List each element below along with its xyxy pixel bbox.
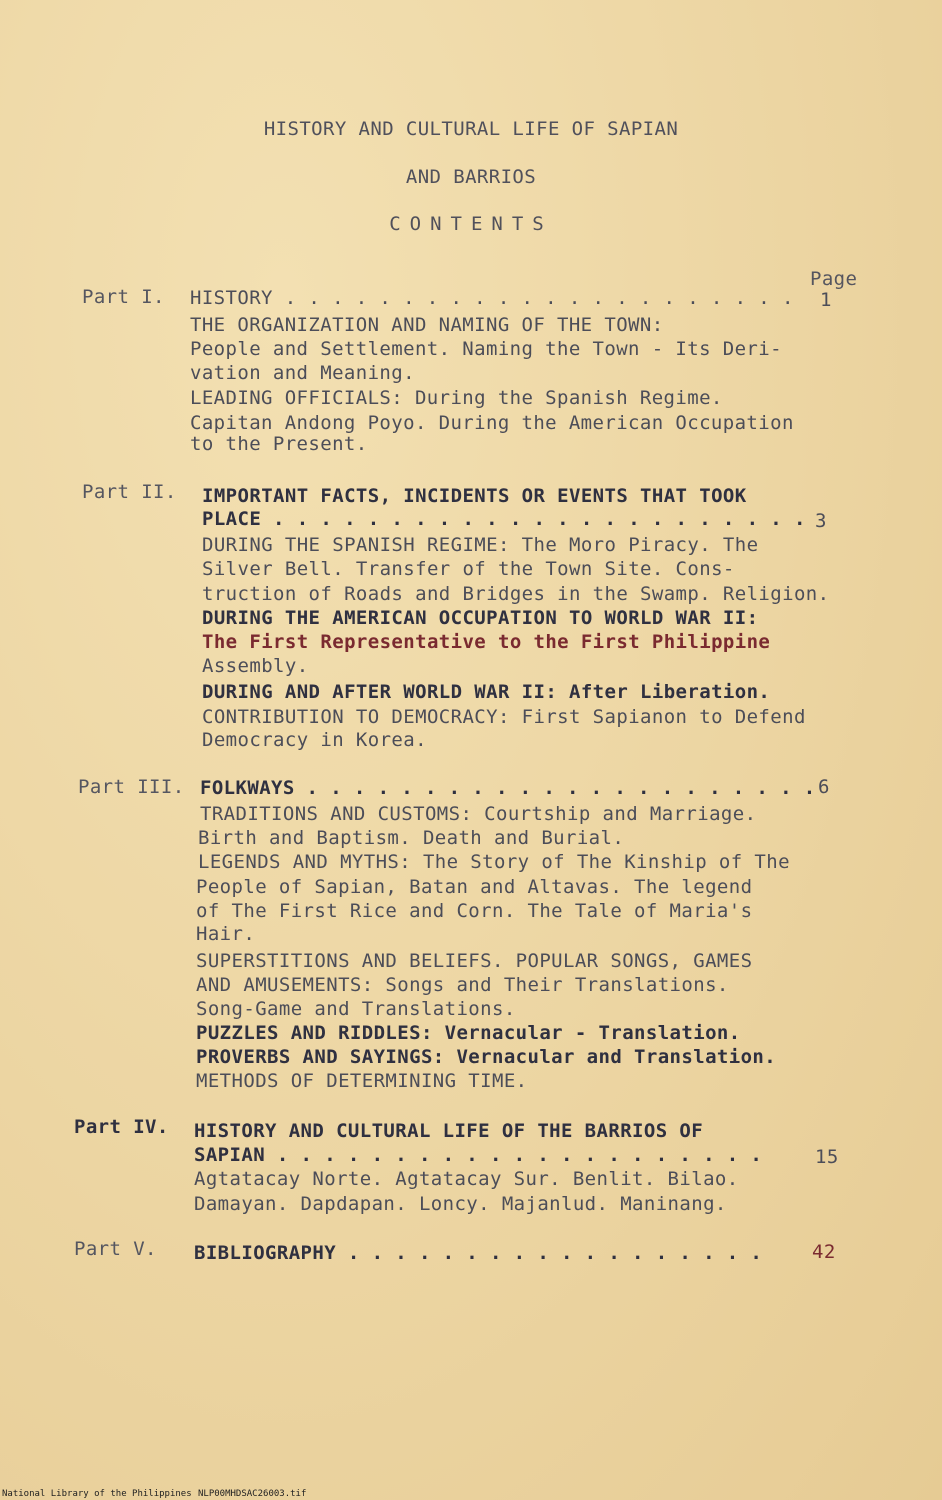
toc-line: SUPERSTITIONS AND BELIEFS. POPULAR SONGS, GAMES	[196, 950, 753, 972]
toc-line: The First Representative to the First Philippine	[202, 631, 771, 653]
toc-line: Birth and Baptism. Death and Burial.	[198, 827, 625, 849]
part-label: Part III.	[78, 776, 185, 798]
part-title-continued: SAPIAN . . . . . . . . . . . . . . . . . . . . .	[194, 1144, 763, 1166]
part-title: HISTORY . . . . . . . . . . . . . . . . . . . . . .	[190, 287, 794, 309]
toc-line: Assembly.	[202, 655, 309, 677]
toc-line: PROVERBS AND SAYINGS: Vernacular and Translation.	[196, 1046, 777, 1068]
part-label: Part I.	[82, 286, 165, 308]
page-number: 6	[818, 776, 830, 798]
toc-line: to the Present.	[190, 433, 368, 455]
part-title: IMPORTANT FACTS, INCIDENTS OR EVENTS THAT TOOK	[202, 485, 747, 507]
toc-line: DURING AND AFTER WORLD WAR II: After Liberation.	[202, 681, 771, 703]
part-title: BIBLIOGRAPHY . . . . . . . . . . . . . . . . . .	[194, 1242, 763, 1264]
toc-line: Hair.	[196, 923, 256, 945]
contents-heading: CONTENTS	[389, 213, 553, 235]
toc-line: People and Settlement. Naming the Town - Its Deri-	[190, 338, 782, 360]
toc-line: vation and Meaning.	[190, 362, 415, 384]
part-label: Part IV.	[74, 1116, 169, 1138]
part-label: Part V.	[74, 1238, 157, 1260]
part-title: FOLKWAYS . . . . . . . . . . . . . . . . . . . . . .	[200, 777, 816, 799]
toc-line: Damayan. Dapdapan. Loncy. Majanlud. Maninang.	[194, 1193, 727, 1215]
toc-line: truction of Roads and Bridges in the Swamp. Religion.	[202, 583, 830, 605]
toc-line: LEGENDS AND MYTHS: The Story of The Kinship of The	[198, 851, 790, 873]
toc-line: CONTRIBUTION TO DEMOCRACY: First Sapianon to Defend	[202, 706, 806, 728]
toc-line: THE ORGANIZATION AND NAMING OF THE TOWN:	[190, 314, 664, 336]
toc-line: Silver Bell. Transfer of the Town Site. Cons-	[202, 558, 735, 580]
toc-line: of The First Rice and Corn. The Tale of Maria's	[196, 900, 753, 922]
part-title-continued: PLACE . . . . . . . . . . . . . . . . . . . . . . .	[202, 508, 806, 530]
toc-line: TRADITIONS AND CUSTOMS: Courtship and Marriage.	[200, 803, 757, 825]
page-column-heading: Page	[810, 268, 858, 290]
page-number: 3	[815, 510, 827, 532]
toc-line: LEADING OFFICIALS: During the Spanish Regime.	[190, 387, 723, 409]
part-label: Part II.	[82, 481, 177, 503]
toc-line: METHODS OF DETERMINING TIME.	[196, 1070, 528, 1092]
toc-line: Song-Game and Translations.	[196, 998, 516, 1020]
toc-line: AND AMUSEMENTS: Songs and Their Translations.	[196, 974, 729, 996]
page-number: 15	[815, 1146, 839, 1168]
document-title: HISTORY AND CULTURAL LIFE OF SAPIAN	[263, 118, 679, 140]
footer-library: National Library of the Philippines	[2, 1489, 192, 1499]
toc-line: PUZZLES AND RIDDLES: Vernacular - Translation.	[196, 1022, 741, 1044]
toc-line: DURING THE AMERICAN OCCUPATION TO WORLD WAR II:	[202, 607, 759, 629]
part-title: HISTORY AND CULTURAL LIFE OF THE BARRIOS OF	[194, 1120, 704, 1142]
document-subtitle: AND BARRIOS	[405, 166, 537, 188]
page-number: 1	[820, 289, 832, 311]
toc-line: DURING THE SPANISH REGIME: The Moro Piracy. The	[202, 534, 759, 556]
toc-line: Capitan Andong Poyo. During the American Occupation	[190, 412, 794, 434]
page-number: 42	[812, 1241, 836, 1263]
toc-line: Agtatacay Norte. Agtatacay Sur. Benlit. Bilao.	[194, 1168, 739, 1190]
toc-line: People of Sapian, Batan and Altavas. The legend	[196, 876, 753, 898]
footer-file-id: NLP00MHDSAC26003.tif	[198, 1489, 307, 1499]
toc-line: Democracy in Korea.	[202, 729, 427, 751]
